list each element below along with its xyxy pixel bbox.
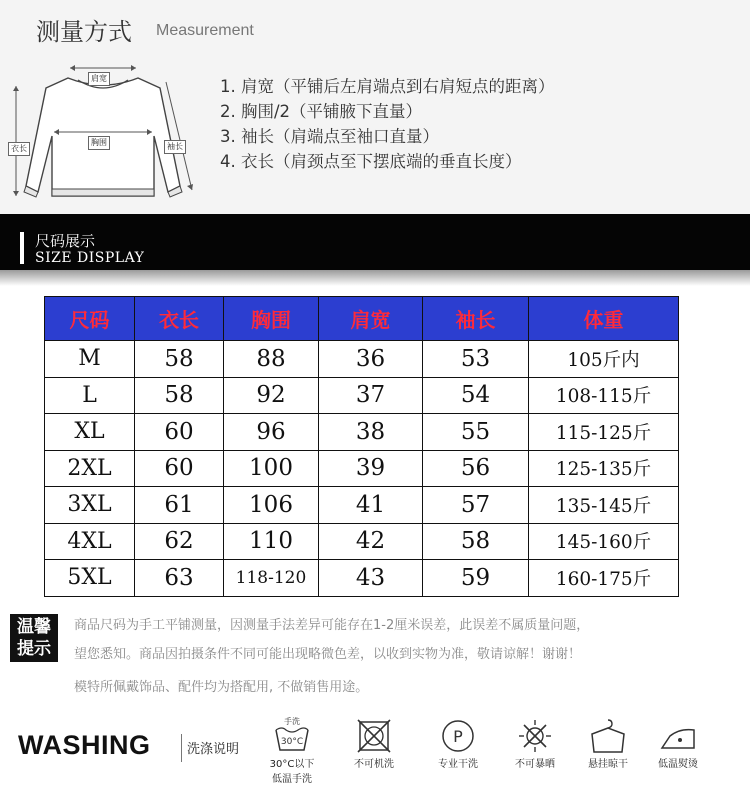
wash-label: 悬挂晾干 [588,759,628,770]
table-row [45,560,679,597]
table-row [45,341,679,378]
cell-weight: 115-125斤 [529,414,679,451]
cell-size: 3XL [45,487,135,524]
cell-length: 58 [135,341,224,378]
cell-chest: 110 [224,523,319,560]
cell-length: 61 [135,487,224,524]
cell-sleeve: 53 [423,341,529,378]
tips-badge [10,614,58,662]
measurement-title: 测量方式 [36,18,132,46]
wash-label: 低温手洗 [272,774,312,785]
cell-chest: 106 [224,487,319,524]
hang-dry-icon [586,716,630,756]
sleeve-label: 袖长 [164,140,186,154]
tips-badge-line: 温馨 [17,617,51,637]
table-row [45,487,679,524]
table-header-row [45,297,679,341]
hand-wash-top-label: 手洗 [284,717,300,726]
cell-sleeve: 59 [423,560,529,597]
no-sun-dry-icon [513,716,557,756]
cell-chest: 96 [224,414,319,451]
measurement-item: 4. 衣长（肩颈点至下摆底端的垂直长度） [220,152,522,171]
cell-length: 63 [135,560,224,597]
dry-clean-icon [436,716,480,756]
svg-text:P: P [453,727,463,746]
chest-label: 胸围 [88,136,110,150]
cell-size: 4XL [45,523,135,560]
table-row [45,523,679,560]
washing-subtitle: 洗涤说明 [187,742,240,757]
measurement-item: 3. 袖长（肩端点至袖口直量） [220,127,439,146]
cell-length: 60 [135,450,224,487]
cell-weight: 108-115斤 [529,377,679,414]
cell-sleeve: 55 [423,414,529,451]
size-display-title-cn: 尺码展示 [35,232,96,250]
no-machine-wash-item [344,716,404,771]
measurement-area [0,48,750,214]
cell-size: XL [45,414,135,451]
cell-weight: 135-145斤 [529,487,679,524]
cell-sleeve: 56 [423,450,529,487]
measurement-item: 1. 肩宽（平铺后左肩端点到右肩短点的距离） [220,77,555,96]
header-shoulder: 肩宽 [319,297,423,341]
measurement-item: 2. 胸围/2（平铺腋下直量） [220,102,423,121]
hand-wash-icon [270,716,314,756]
header-weight: 体重 [529,297,679,341]
cell-size: 5XL [45,560,135,597]
tips-line: 商品尺码为手工平铺测量，因测量手法差异可能存在1-2厘米误差，此误差不属质量问题， [74,618,590,633]
header-sleeve: 袖长 [423,297,529,341]
cell-weight: 160-175斤 [529,560,679,597]
header-size: 尺码 [45,297,135,341]
no-machine-wash-icon [352,716,396,756]
cell-chest: 118-120 [224,560,319,597]
cell-chest: 92 [224,377,319,414]
sweater-diagram [8,56,198,206]
size-display-title-en: SIZE DISPLAY [35,250,145,266]
cell-length: 58 [135,377,224,414]
tips-line: 望您悉知。商品因拍摄条件不同可能出现略微色差，以收到实物为准，敬请谅解！谢谢！ [74,647,582,662]
length-label: 衣长 [8,142,30,156]
cell-shoulder: 41 [319,487,423,524]
banner-accent-bar [20,232,24,264]
cell-shoulder: 43 [319,560,423,597]
washing-title: WASHING [18,730,151,760]
cell-length: 62 [135,523,224,560]
cell-shoulder: 37 [319,377,423,414]
cell-chest: 88 [224,341,319,378]
shoulder-label: 肩宽 [88,72,110,86]
header-chest: 胸围 [224,297,319,341]
table-row [45,377,679,414]
table-row [45,414,679,451]
cell-sleeve: 57 [423,487,529,524]
cell-weight: 105斤内 [529,341,679,378]
header-length: 衣长 [135,297,224,341]
wash-label: 不可暴晒 [515,759,555,770]
wash-label: 30°C以下 [269,759,315,770]
low-iron-icon [656,716,700,756]
wash-label: 不可机洗 [354,759,394,770]
cell-shoulder: 38 [319,414,423,451]
cell-shoulder: 39 [319,450,423,487]
cell-shoulder: 42 [319,523,423,560]
washing-divider [181,734,182,762]
hang-dry-item [578,716,638,771]
wash-label: 低温熨烫 [658,759,698,770]
size-table [44,296,679,597]
banner-shadow [0,270,750,286]
tips-line: 模特所佩戴饰品、配件均为搭配用, 不做销售用途。 [74,680,369,695]
no-sun-dry-item [505,716,565,771]
cell-size: L [45,377,135,414]
cell-sleeve: 58 [423,523,529,560]
low-iron-item [648,716,708,771]
hand-wash-item [262,716,322,786]
dry-clean-item [428,716,488,771]
tips-badge-line: 提示 [17,639,51,659]
cell-length: 60 [135,414,224,451]
cell-shoulder: 36 [319,341,423,378]
hand-wash-temp-label: 30°C [280,737,304,747]
table-row [45,450,679,487]
cell-size: M [45,341,135,378]
wash-label: 专业干洗 [438,759,478,770]
cell-size: 2XL [45,450,135,487]
cell-chest: 100 [224,450,319,487]
cell-weight: 145-160斤 [529,523,679,560]
cell-weight: 125-135斤 [529,450,679,487]
measurement-list [220,74,555,174]
measurement-subtitle: Measurement [156,22,254,39]
cell-sleeve: 54 [423,377,529,414]
